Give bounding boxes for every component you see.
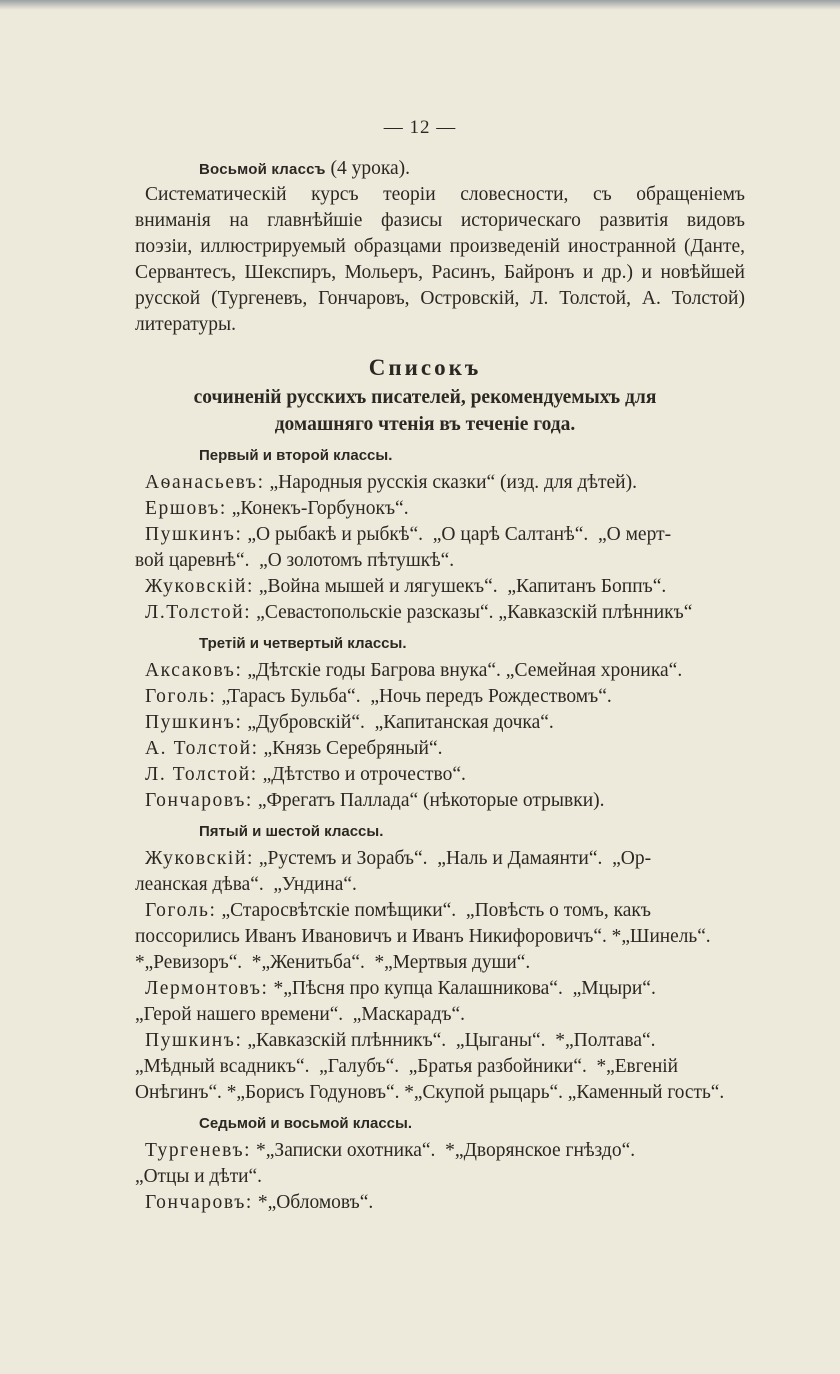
author-name: Жуковскій:	[145, 576, 254, 597]
list-line	[145, 684, 745, 710]
author-name: Гончаровъ:	[145, 790, 253, 811]
section-heading: Седьмой и восьмой классы.	[199, 1115, 412, 1132]
author-name: Аксаковъ:	[145, 660, 243, 681]
author-name: Пушкинъ:	[145, 524, 243, 545]
author-name: Гоголь:	[145, 900, 217, 921]
list-line	[135, 1002, 740, 1028]
class8-line: литературы.	[135, 314, 236, 335]
work-titles: „Война мышей и лягушекъ“. „Капитанъ Боппъ“.	[254, 576, 667, 597]
work-titles: „Рустемъ и Зорабъ“. „Наль и Дамаянти“. „Ор-	[254, 848, 652, 869]
class8-heading-note: (4 урока).	[330, 158, 411, 179]
work-titles: „Герой нашего времени“. „Маскарадъ“.	[135, 1004, 465, 1025]
list-line	[145, 736, 745, 762]
section-heading: Первый и второй классы.	[199, 447, 393, 464]
list-line	[145, 470, 745, 496]
work-titles: поссорились Иванъ Ивановичъ и Иванъ Никифоровичъ“. *„Шинель“.	[135, 926, 711, 947]
page-number: — 12 —	[383, 117, 457, 138]
work-titles: „Отцы и дѣти“.	[135, 1166, 262, 1187]
work-titles: „Конекъ-Горбунокъ“.	[226, 498, 409, 519]
list-line	[145, 762, 745, 788]
list-line	[145, 600, 745, 626]
list-title: Списокъ	[368, 355, 482, 380]
list-line	[145, 496, 745, 522]
class8-line: поэзіи, иллюстрируемый образцами произведеній иностранной (Данте,	[135, 236, 745, 257]
work-titles: „Тарасъ Бульба“. „Ночь передъ Рождествомъ“.	[216, 686, 612, 707]
author-name: Л.Толстой:	[145, 602, 252, 623]
list-line	[145, 710, 745, 736]
work-titles: „Мѣдный всадникъ“. „Галубъ“. „Братья разбойники“. *„Евгеній	[135, 1056, 679, 1077]
class8-line: русской (Тургеневъ, Гончаровъ, Островскій, Л. Толстой, А. Толстой)	[135, 288, 745, 309]
work-titles: леанская дѣва“. „Ундина“.	[135, 874, 357, 895]
list-line	[145, 1190, 745, 1216]
class8-line: Систематическій курсъ теоріи словесности, съ обращеніемъ	[145, 184, 745, 205]
list-line	[145, 976, 745, 1002]
work-titles: Онѣгинъ“. *„Борисъ Годуновъ“. *„Скупой рыцарь“. „Каменный гость“.	[135, 1082, 725, 1103]
work-titles: „Князь Серебряный“.	[258, 738, 443, 759]
author-name: Л. Толстой:	[145, 764, 258, 785]
list-line	[135, 1054, 740, 1080]
author-name: Гоголь:	[145, 686, 217, 707]
section-heading: Пятый и шестой классы.	[199, 823, 384, 840]
list-line	[145, 1028, 745, 1054]
class8-line: вниманія на главнѣйшіе фазисы историческаго развитія видовъ	[135, 210, 745, 231]
work-titles: „О рыбакѣ и рыбкѣ“. „О царѣ Салтанѣ“. „О мерт-	[242, 524, 672, 545]
list-line	[145, 522, 745, 548]
author-name: Ершовъ:	[145, 498, 227, 519]
work-titles: „Старосвѣтскіе помѣщики“. „Повѣсть о томъ, какъ	[216, 900, 651, 921]
author-name: Гончаровъ:	[145, 1192, 253, 1213]
list-subtitle: сочиненій русскихъ писателей, рекомендуемыхъ для	[193, 387, 657, 408]
section-heading: Третій и четвертый классы.	[199, 635, 407, 652]
list-line	[145, 574, 745, 600]
work-titles: „Народныя русскія сказки“ (изд. для дѣтей).	[264, 472, 637, 493]
work-titles: „Севастопольскіе разсказы“. „Кавказскій плѣнникъ“	[251, 602, 693, 623]
class8-line: Сервантесъ, Шекспиръ, Мольеръ, Расинъ, Байронъ и др.) и новѣйшей	[135, 262, 745, 283]
list-line	[145, 658, 745, 684]
list-line	[135, 1080, 740, 1106]
list-line	[145, 898, 745, 924]
author-name: Пушкинъ:	[145, 712, 243, 733]
list-line	[145, 788, 745, 814]
list-line	[145, 846, 745, 872]
author-name: Жуковскій:	[145, 848, 254, 869]
list-subtitle: домашняго чтенія въ теченіе года.	[274, 414, 576, 435]
list-line	[135, 548, 740, 574]
author-name: Аѳанасьевъ:	[145, 472, 265, 493]
work-titles: *„Записки охотника“. *„Дворянское гнѣздо“.	[251, 1140, 636, 1161]
work-titles: *„Ревизоръ“. *„Женитьба“. *„Мертвыя души“.	[135, 952, 531, 973]
list-line	[145, 1138, 745, 1164]
class8-heading-line	[145, 156, 745, 182]
list-line	[135, 950, 740, 976]
work-titles: *„Обломовъ“.	[252, 1192, 374, 1213]
work-titles: „Дѣтство и отрочество“.	[257, 764, 466, 785]
work-titles: „Дубровскій“. „Капитанская дочка“.	[242, 712, 554, 733]
list-line	[135, 1164, 740, 1190]
work-titles: „Дѣтскіе годы Багрова внука“. „Семейная хроника“.	[242, 660, 683, 681]
work-titles: „Фрегатъ Паллада“ (нѣкоторые отрывки).	[252, 790, 605, 811]
author-name: Лермонтовъ:	[145, 978, 269, 999]
page-content	[135, 156, 745, 1216]
list-line	[135, 872, 740, 898]
author-name: Тургеневъ:	[145, 1140, 252, 1161]
author-name: Пушкинъ:	[145, 1030, 243, 1051]
reading-list-sections	[135, 444, 745, 1216]
work-titles: *„Пѣсня про купца Калашникова“. „Мцыри“.	[268, 978, 656, 999]
class8-heading: Восьмой классъ	[199, 161, 326, 178]
work-titles: „Кавказскій плѣнникъ“. „Цыганы“. *„Полтава“.	[242, 1030, 656, 1051]
list-line	[135, 924, 740, 950]
author-name: А. Толстой:	[145, 738, 259, 759]
work-titles: вой царевнѣ“. „О золотомъ пѣтушкѣ“.	[135, 550, 455, 571]
